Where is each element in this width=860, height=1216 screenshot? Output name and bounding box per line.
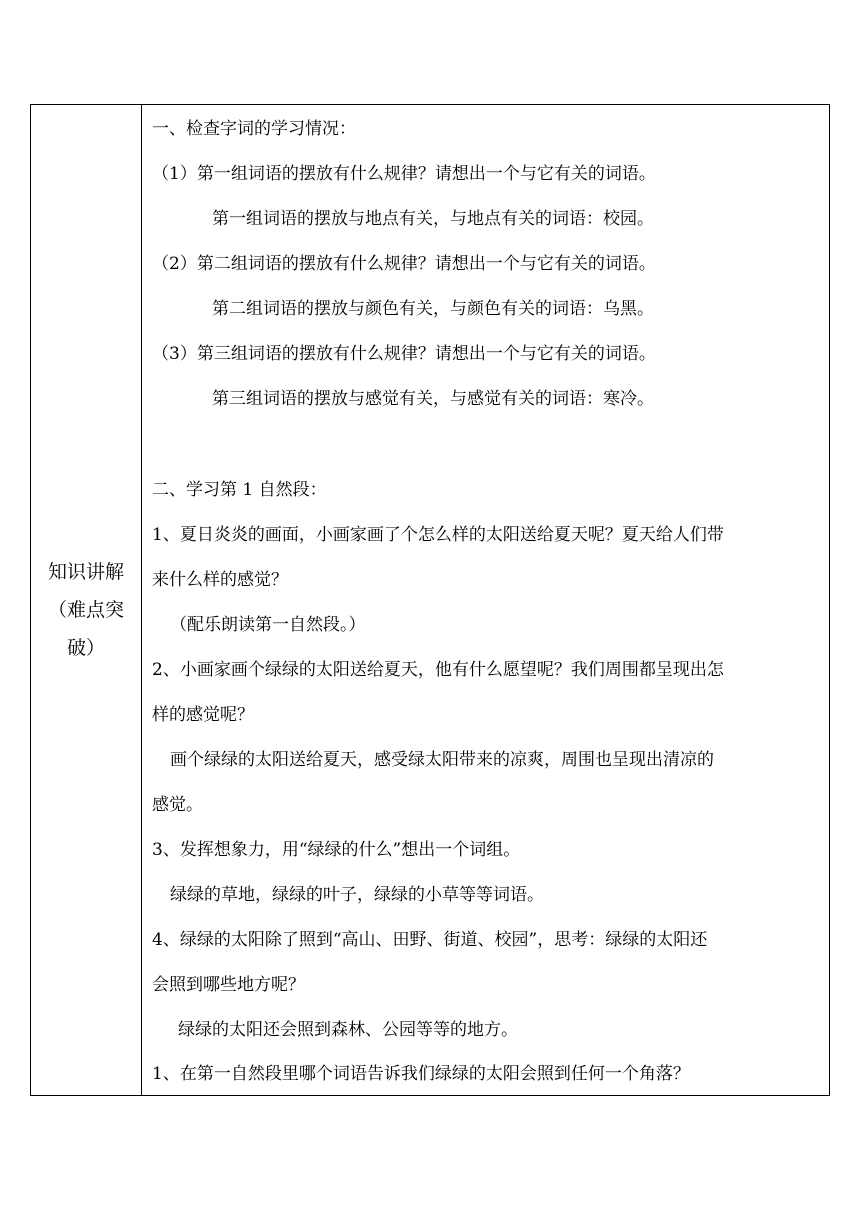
item-1-line-2: 来什么样的感觉？ [152, 570, 288, 590]
question-1: （1）第一组词语的摆放有什么规律？请想出一个与它有关的词语。 [152, 164, 656, 184]
item-1-note: （配乐朗读第一自然段。） [170, 615, 366, 635]
item-2-line-1: 2、小画家画个绿绿的太阳送给夏天，他有什么愿望呢？我们周围都呈现出怎 [152, 660, 724, 680]
section-label-line-2: （难点突 [47, 599, 124, 621]
section-label-line-3: 破） [66, 637, 105, 659]
question-2: （2）第二组词语的摆放有什么规律？请想出一个与它有关的词语。 [152, 254, 656, 274]
content-cell [142, 105, 829, 1095]
section-label-line-1: 知识讲解 [47, 561, 124, 583]
section-label [31, 553, 141, 667]
item-4-line-2: 会照到哪些地方呢？ [152, 975, 305, 995]
lesson-table [30, 104, 830, 1096]
question-3: （3）第三组词语的摆放有什么规律？请想出一个与它有关的词语。 [152, 344, 656, 364]
section-label-cell [31, 105, 142, 1095]
item-1-line-1: 1、夏日炎炎的画面，小画家画了个怎么样的太阳送给夏天呢？夏天给人们带 [152, 525, 724, 545]
item-2-line-2: 样的感觉呢？ [152, 705, 254, 725]
item-5: 1、在第一自然段里哪个词语告诉我们绿绿的太阳会照到任何一个角落？ [152, 1064, 690, 1084]
item-3: 3、发挥想象力，用“绿绿的什么”想出一个词组。 [152, 840, 521, 860]
answer-1: 第一组词语的摆放与地点有关，与地点有关的词语：校园。 [212, 209, 654, 229]
item-4-line-1: 4、绿绿的太阳除了照到“高山、田野、街道、校园”，思考：绿绿的太阳还 [152, 930, 708, 950]
heading-paragraph-1: 二、学习第 1 自然段： [152, 480, 327, 500]
answer-3: 第三组词语的摆放与感觉有关，与感觉有关的词语：寒冷。 [212, 389, 654, 409]
heading-check-words: 一、检查字词的学习情况： [152, 119, 356, 139]
item-4-answer: 绿绿的太阳还会照到森林、公园等等的地方。 [178, 1020, 518, 1040]
item-2-answer-line-2: 感觉。 [152, 795, 203, 815]
item-3-answer: 绿绿的草地，绿绿的叶子，绿绿的小草等等词语。 [170, 885, 544, 905]
answer-2: 第二组词语的摆放与颜色有关，与颜色有关的词语：乌黑。 [212, 299, 654, 319]
item-2-answer-line-1: 画个绿绿的太阳送给夏天，感受绿太阳带来的凉爽，周围也呈现出清凉的 [170, 750, 714, 770]
